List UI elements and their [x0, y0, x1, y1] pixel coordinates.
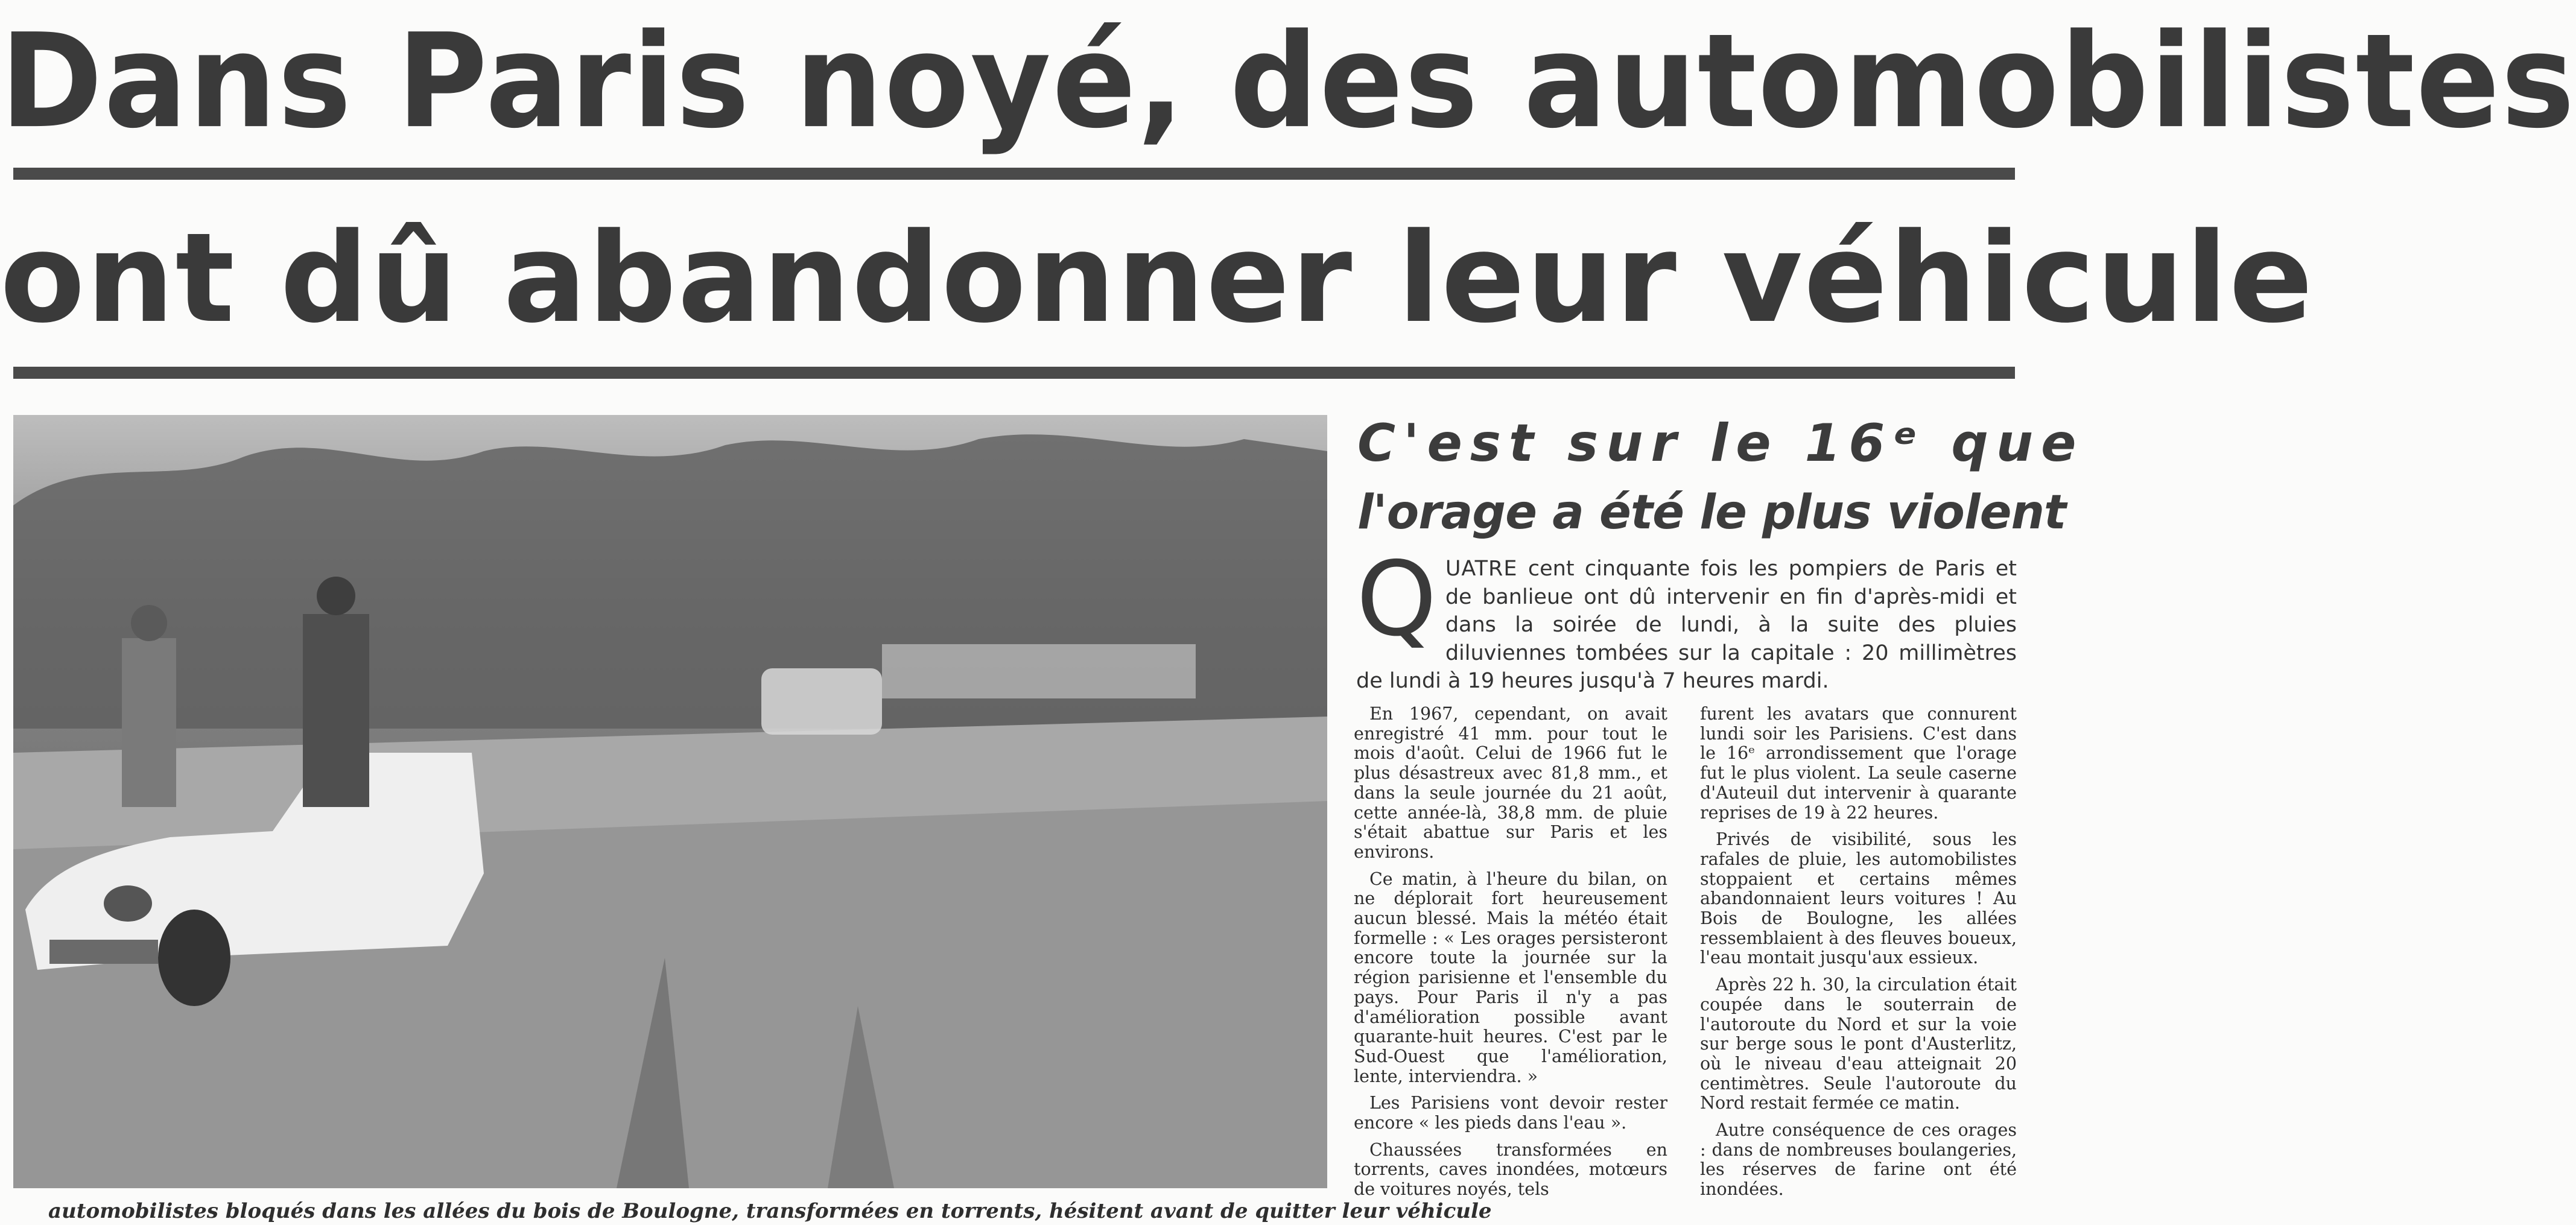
lead-first-word: UATRE: [1445, 557, 1518, 581]
headline-rule-top: [13, 168, 2015, 180]
news-photo: [13, 415, 1327, 1188]
subheadline-line-1: C'est sur le 16ᵉ que: [1357, 413, 2084, 473]
column-paragraph: En 1967, cependant, on avait enregistré 41 mm. pour tout le mois d'août. Celui de 1966 fut le plus désastreux avec 81,8 mm., et dans la seule journée du 21 août, cette année-là, 38,8 mm. de pluie s'était abattue sur Paris et les environs.: [1354, 704, 1667, 862]
column-paragraph: furent les avatars que connurent lundi soir les Parisiens. C'est dans le 16ᵉ arrondissement que l'orage fut le plus violent. La seule caserne d'Auteuil dut intervenir à quarante reprises de 19 à 22 heures.: [1700, 704, 2017, 823]
photo-caption: automobilistes bloqués dans les allées du bois de Boulogne, transformées en torrents, hésitent avant de quitter leur véhicule: [48, 1199, 1492, 1223]
drop-cap: Q: [1356, 540, 1437, 659]
column-paragraph: Les Parisiens vont devoir rester encore « les pieds dans l'eau ».: [1354, 1093, 1667, 1133]
flooded-road-photo-illustration: [13, 415, 1327, 1188]
lead-text: cent cinquante fois les pompiers de Paris et de banlieue ont dû intervenir en fin d'après-midi et dans la soirée de lundi, à la suite des pluies diluviennes tombées sur la capitale : 20 millimètres de lundi à 19 heures jusqu'à 7 heures mardi.: [1356, 557, 2017, 693]
column-paragraph: Autre conséquence de ces orages : dans de nombreuses boulangeries, les réserves de farine ont été inondées.: [1700, 1120, 2017, 1200]
lead-paragraph: [1356, 540, 2017, 700]
column-paragraph: Ce matin, à l'heure du bilan, on ne déplorait fort heureusement aucun blessé. Mais la météo était formelle : « Les orages persisteront encore toute la journée sur la région parisienne et l'ensemble du pays. Pour Paris il n'y a pas d'amélioration possible avant quarante-huit heures. C'est par le Sud-Ouest que l'amélioration, lente, interviendra. »: [1354, 869, 1667, 1086]
column-paragraph: Privés de visibilité, sous les rafales de pluie, les automobilistes stoppaient et certains mêmes abandonnaient leurs voitures ! Au Bois de Boulogne, les allées ressemblaient à des fleuves boueux, l'eau montait jusqu'aux essieux.: [1700, 829, 2017, 968]
headline-line-2: ont dû abandonner leur véhicule: [0, 207, 2314, 350]
headline-line-1: Dans Paris noyé, des automobilistes: [0, 6, 2576, 157]
column-paragraph: Chaussées transformées en torrents, caves inondées, motœurs de voitures noyés, tels: [1354, 1139, 1667, 1200]
article-column-1: [1354, 704, 1667, 1223]
column-paragraph: Après 22 h. 30, la circulation était coupée dans le souterrain de l'autoroute du Nord et sur la voie sur berge sous le pont d'Austerlitz, où le niveau d'eau atteignait 20 centimètres. Seule l'autoroute du Nord restait fermée ce matin.: [1700, 975, 2017, 1113]
subheadline-line-2: l'orage a été le plus violent: [1357, 486, 2066, 540]
headline-rule-bottom: [13, 367, 2015, 379]
article-column-2: [1700, 704, 2017, 1223]
